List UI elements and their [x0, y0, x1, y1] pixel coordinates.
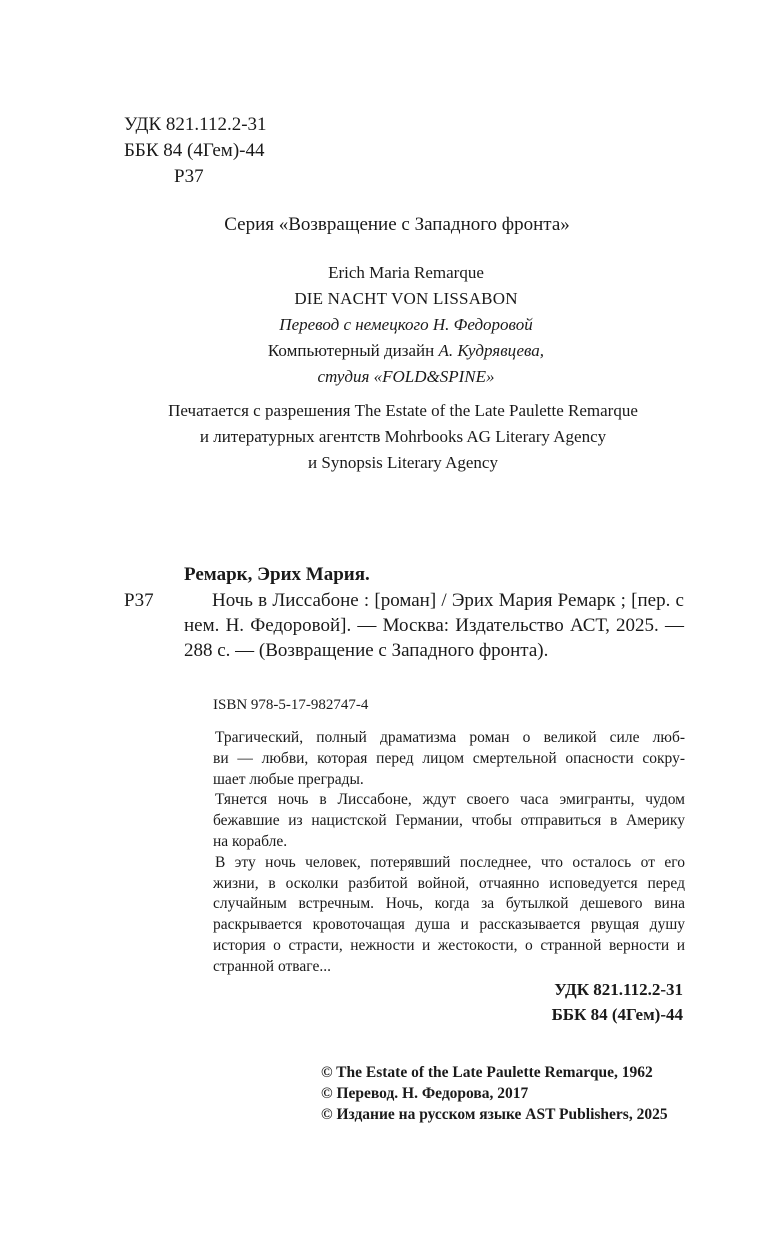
- permission-line: и литературных агентств Mohrbooks AG Literary Agency: [199, 427, 607, 446]
- annotation-line: на корабле.: [213, 832, 288, 850]
- copyright-line: © Издание на русском языке AST Publishers, 2025: [321, 1106, 668, 1123]
- annotation-paragraph: [213, 728, 685, 790]
- annotation-line: бежавшие из нацистской Германии, чтобы отправиться в Америку: [213, 812, 685, 830]
- bbk-bottom: ББК 84 (4Гем)-44: [551, 1005, 683, 1024]
- annotation-paragraph: [213, 853, 685, 978]
- annotation-line: случайным встречным. Ночь, когда за бутылкой дешевого вина: [213, 895, 685, 913]
- annotation-line: Тянется ночь в Лиссабоне, ждут своего часа эмигранты, чудом: [215, 791, 685, 809]
- udk-value: 821.112.2-31: [165, 114, 267, 135]
- isbn: ISBN 978-5-17-982747-4: [213, 697, 369, 713]
- udk-bottom: УДК 821.112.2-31: [554, 980, 683, 999]
- annotation-line: Трагический, полный драматизма роман о великой силе люб-: [215, 729, 685, 746]
- catalog-line: Ночь в Лиссабоне : [роман] / Эрих Мария Ремарк ;: [212, 590, 626, 611]
- catalog-author-heading: Ремарк, Эрих Мария.: [184, 564, 370, 585]
- classification-block-top: [124, 112, 267, 190]
- annotation: [213, 728, 685, 978]
- annotation-line: раскрывается кровоточащая душа и рассказывается рвущая душу: [213, 916, 685, 934]
- catalog-line: фронта).: [478, 640, 549, 661]
- credits-block: [0, 260, 768, 390]
- designer-name: А. Кудрявцева,: [438, 341, 545, 360]
- design-credit: [44, 338, 768, 364]
- copyright-line: © Перевод. Н. Федорова, 2017: [321, 1085, 529, 1102]
- series-title: Серия «Возвращение с Западного фронта»: [224, 214, 570, 235]
- bbk-row: [124, 138, 267, 164]
- catalog-description: [184, 588, 684, 663]
- permission-block: [0, 398, 768, 476]
- design-studio: студия «FOLD&SPINE»: [317, 367, 495, 386]
- annotation-line: В эту ночь человек, потерявший последнее, что осталось от его: [215, 853, 685, 871]
- bbk-value: 84 (4Гем)-44: [163, 140, 265, 161]
- annotation-line: странной отваге...: [213, 957, 331, 975]
- annotation-line: история о страсти, нежности и жестокости, о странной верности и: [213, 936, 685, 954]
- translation-credit: Перевод с немецкого Н. Федоровой: [279, 315, 533, 334]
- permission-line: Печатается с разрешения The Estate of the Late Paulette Remarque: [168, 401, 638, 420]
- author-mark-top: Р37: [174, 166, 204, 187]
- catalog-line: АСТ, 2025. — 288 с. — (Возвращение с Западного: [184, 615, 684, 661]
- udk-row: [124, 112, 267, 138]
- copyright-line: © The Estate of the Late Paulette Remarque, 1962: [321, 1064, 653, 1081]
- annotation-line: шает любые преграды.: [213, 770, 364, 788]
- design-prefix: Компьютерный дизайн: [267, 341, 439, 360]
- annotation-line: жизни, в осколки разбитой войной, отчаянно исповедуется перед: [213, 874, 685, 892]
- original-title: DIE NACHT VON LISSABON: [294, 289, 518, 308]
- classification-block-bottom: [552, 977, 683, 1027]
- original-author: Erich Maria Remarque: [328, 263, 484, 282]
- permission-line: и Synopsis Literary Agency: [308, 453, 498, 472]
- copyright-block: [321, 1062, 668, 1125]
- udk-label: УДК: [124, 114, 162, 135]
- catalog-author-mark: Р37: [124, 590, 154, 611]
- annotation-line: ви — любви, которая перед лицом смертельной опасности сокру-: [213, 749, 685, 767]
- annotation-paragraph: [213, 790, 685, 852]
- bbk-label: ББК: [124, 140, 159, 161]
- catalog-line: [пер. с нем. Н. Федоровой]. — Москва: Издательство: [184, 590, 684, 636]
